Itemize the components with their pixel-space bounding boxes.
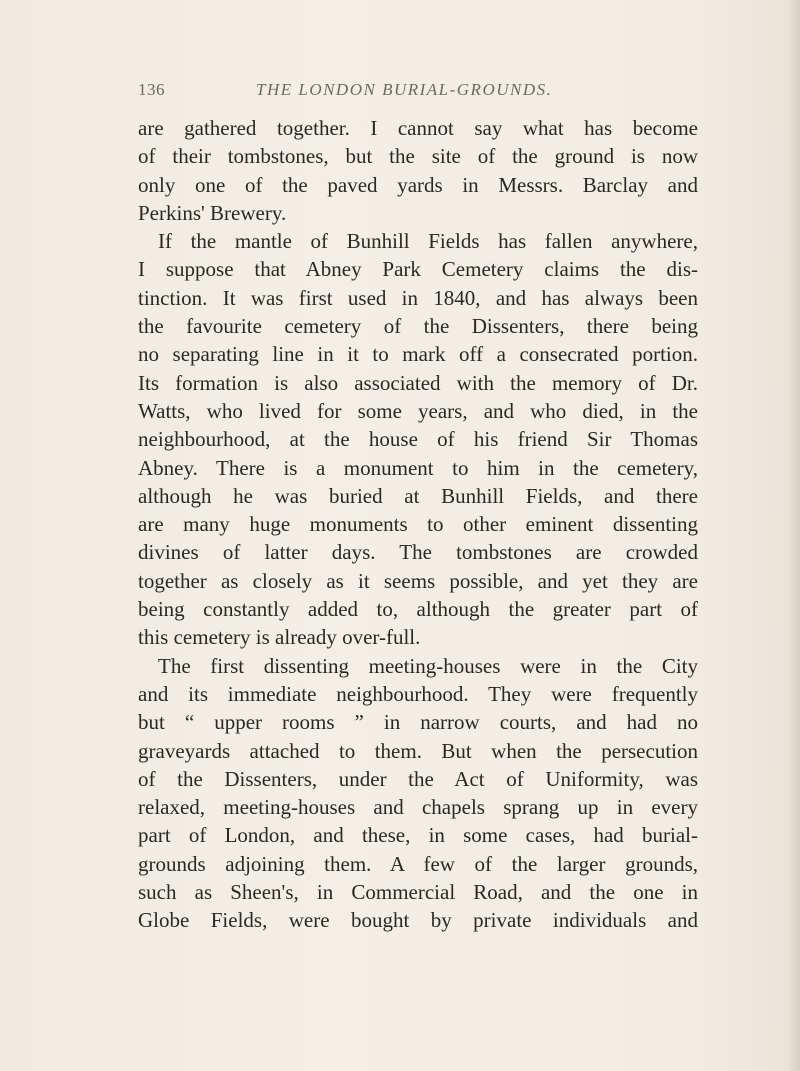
text-line: part of London, and these, in some cases, had burial-	[138, 823, 698, 848]
text-line: I suppose that Abney Park Cemetery claims the dis-	[138, 257, 698, 282]
text-line: of the Dissenters, under the Act of Uniformity, was	[138, 766, 698, 791]
text-line: Globe Fields, were bought by private individuals and	[138, 908, 698, 933]
text-line: but “ upper rooms ” in narrow courts, and had no	[138, 710, 698, 735]
text-line: graveyards attached to them. But when the persecution	[138, 738, 698, 763]
text-line: only one of the paved yards in Messrs. Barclay and	[138, 172, 698, 197]
text-line: The first dissenting meeting-houses were in the City	[158, 653, 698, 678]
text-line: Watts, who lived for some years, and who died, in the	[138, 398, 698, 423]
text-line: neighbourhood, at the house of his friend Sir Thomas	[138, 427, 698, 452]
text-line: and its immediate neighbourhood. They were frequently	[138, 681, 698, 706]
body-text	[138, 114, 698, 935]
text-line: grounds adjoining them. A few of the larger grounds,	[138, 851, 698, 876]
text-line: the favourite cemetery of the Dissenters, there being	[138, 314, 698, 339]
text-line: Its formation is also associated with the memory of Dr.	[138, 370, 698, 395]
page-number: 136	[138, 80, 165, 99]
text-line: relaxed, meeting-houses and chapels sprang up in every	[138, 795, 698, 820]
text-line: divines of latter days. The tombstones are crowded	[138, 540, 698, 565]
text-line: tinction. It was first used in 1840, and has always been	[138, 285, 698, 310]
page-edge-shadow	[786, 0, 800, 1071]
text-line: this cemetery is already over-full.	[138, 625, 421, 650]
text-line: are gathered together. I cannot say what has become	[138, 116, 698, 140]
text-line: Perkins' Brewery.	[138, 200, 287, 225]
text-line: although he was buried at Bunhill Fields, and there	[138, 483, 698, 508]
running-head	[138, 80, 698, 104]
text-line: are many huge monuments to other eminent dissenting	[138, 512, 698, 537]
text-line: Abney. There is a monument to him in the cemetery,	[138, 455, 698, 480]
text-line: being constantly added to, although the greater part of	[138, 597, 698, 622]
text-line: such as Sheen's, in Commercial Road, and the one in	[138, 880, 698, 905]
running-title: THE LONDON BURIAL-GROUNDS.	[256, 80, 553, 99]
text-line: no separating line in it to mark off a consecrated portion.	[138, 342, 698, 367]
text-line: If the mantle of Bunhill Fields has fallen anywhere,	[158, 229, 698, 254]
text-line: together as closely as it seems possible, and yet they are	[138, 568, 698, 593]
text-line: of their tombstones, but the site of the ground is now	[138, 144, 698, 169]
